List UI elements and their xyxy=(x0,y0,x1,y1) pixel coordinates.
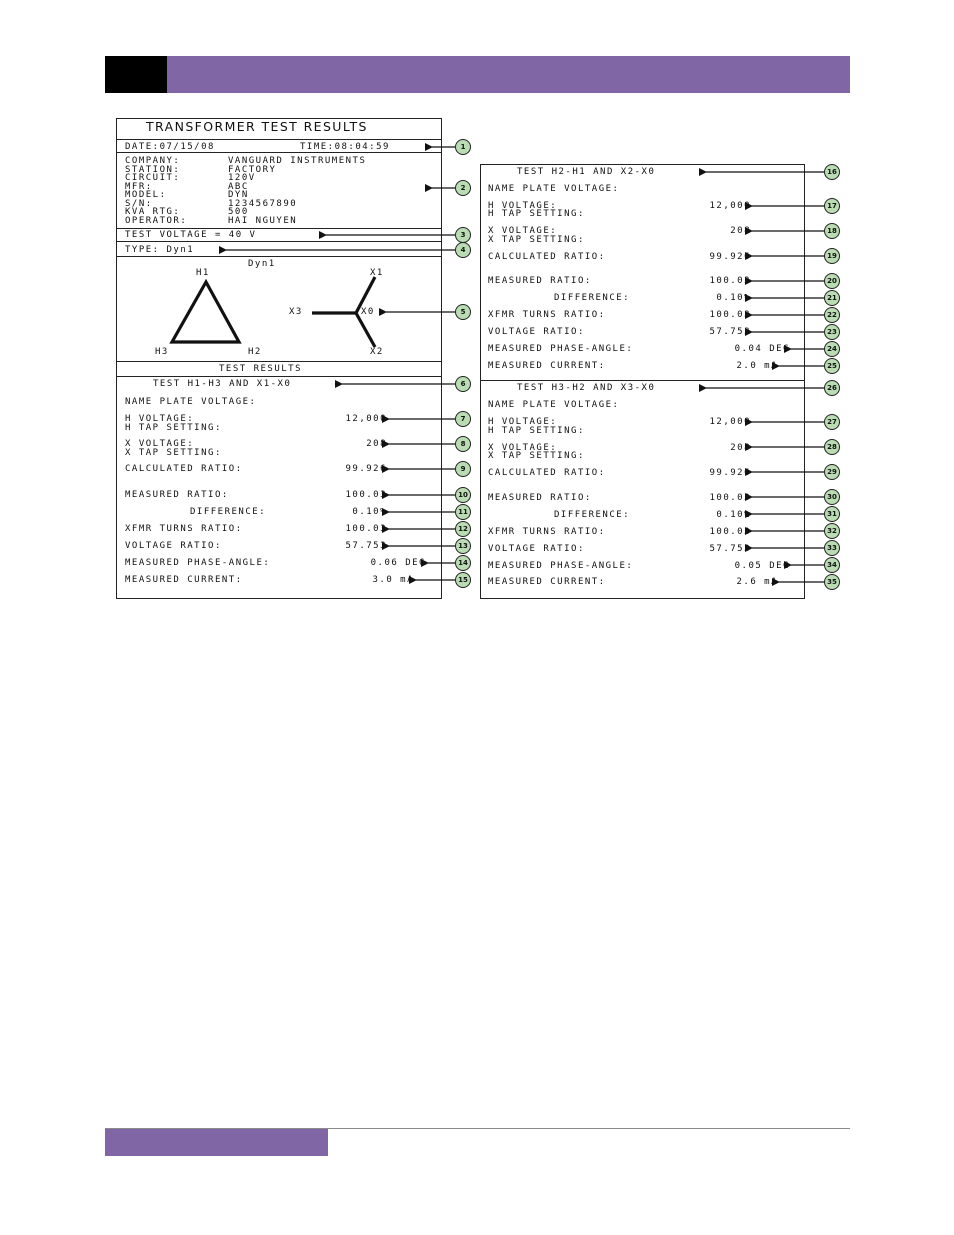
meas-ratio-value: 100.03 xyxy=(709,493,751,503)
info-label-kva: KVA RTG: xyxy=(125,207,181,217)
current-label: MEASURED CURRENT: xyxy=(488,361,606,371)
phase-angle-value: 0.06 DEG xyxy=(370,558,426,568)
info-value-mfr: ABC xyxy=(228,182,249,192)
current-value: 2.6 mA xyxy=(736,577,778,587)
callout-28: 28 xyxy=(824,439,840,455)
callout-19: 19 xyxy=(824,248,840,264)
report-title: TRANSFORMER TEST RESULTS xyxy=(146,119,368,134)
turns-ratio-value: 100.03 xyxy=(345,524,387,534)
difference-label: DIFFERENCE: xyxy=(554,293,631,303)
info-value-kva: 500 xyxy=(228,207,249,217)
calc-ratio-value: 99.926 xyxy=(345,464,387,474)
callout-15: 15 xyxy=(455,572,471,588)
callout-27: 27 xyxy=(824,414,840,430)
callout-32: 32 xyxy=(824,523,840,539)
info-value-station: FACTORY xyxy=(228,165,277,175)
callout-31: 31 xyxy=(824,506,840,522)
current-label: MEASURED CURRENT: xyxy=(488,577,606,587)
current-label: MEASURED CURRENT: xyxy=(125,575,243,585)
info-value-company: VANGUARD INSTRUMENTS xyxy=(228,156,367,166)
info-value-circuit: 120V xyxy=(228,173,256,183)
callout-13: 13 xyxy=(455,538,471,554)
h-tap-label: H TAP SETTING: xyxy=(125,423,222,433)
callout-6: 6 xyxy=(455,376,471,392)
callout-10: 10 xyxy=(455,487,471,503)
report-date: DATE:07/15/08 xyxy=(125,142,215,152)
meas-ratio-label: MEASURED RATIO: xyxy=(125,490,229,500)
callout-18: 18 xyxy=(824,223,840,239)
info-label-company: COMPANY: xyxy=(125,156,181,166)
callout-5: 5 xyxy=(455,304,471,320)
info-value-sn: 1234567890 xyxy=(228,199,298,209)
turns-ratio-value: 100.03 xyxy=(709,310,751,320)
info-value-operator: HAI NGUYEN xyxy=(228,216,298,226)
wye-label-x0: X0 xyxy=(361,307,375,317)
voltage-ratio-value: 57.753 xyxy=(345,541,387,551)
meas-ratio-value: 100.03 xyxy=(345,490,387,500)
h-voltage-label: H VOLTAGE: xyxy=(488,201,558,211)
test-title: TEST H1-H3 AND X1-X0 xyxy=(153,379,292,389)
callout-26: 26 xyxy=(824,380,840,396)
name-plate-label: NAME PLATE VOLTAGE: xyxy=(488,184,620,194)
callout-16: 16 xyxy=(824,164,840,180)
voltage-ratio-label: VOLTAGE RATIO: xyxy=(488,544,585,554)
wye-label-x2: X2 xyxy=(370,347,384,357)
calc-ratio-label: CALCULATED RATIO: xyxy=(125,464,243,474)
callout-20: 20 xyxy=(824,273,840,289)
callout-21: 21 xyxy=(824,290,840,306)
current-value: 3.0 mA xyxy=(372,575,414,585)
callout-8: 8 xyxy=(455,436,471,452)
callout-9: 9 xyxy=(455,461,471,477)
callout-25: 25 xyxy=(824,358,840,374)
delta-triangle xyxy=(172,282,239,342)
x-voltage-value: 208 xyxy=(730,226,751,236)
phase-angle-label: MEASURED PHASE-ANGLE: xyxy=(488,561,634,571)
info-label-operator: OPERATOR: xyxy=(125,216,188,226)
phase-angle-label: MEASURED PHASE-ANGLE: xyxy=(125,558,271,568)
callout-29: 29 xyxy=(824,464,840,480)
wye-symbol xyxy=(312,277,375,347)
x-tap-label: X TAP SETTING: xyxy=(488,235,585,245)
x-tap-label: X TAP SETTING: xyxy=(125,448,222,458)
h-voltage-label: H VOLTAGE: xyxy=(488,417,558,427)
h-voltage-value: 12,000 xyxy=(709,201,751,211)
turns-ratio-label: XFMR TURNS RATIO: xyxy=(125,524,243,534)
h-tap-label: H TAP SETTING: xyxy=(488,426,585,436)
voltage-ratio-label: VOLTAGE RATIO: xyxy=(125,541,222,551)
difference-label: DIFFERENCE: xyxy=(190,507,267,517)
callout-12: 12 xyxy=(455,521,471,537)
voltage-ratio-value: 57.753 xyxy=(709,327,751,337)
test-voltage: TEST VOLTAGE = 40 V xyxy=(125,230,257,240)
voltage-ratio-label: VOLTAGE RATIO: xyxy=(488,327,585,337)
calc-ratio-value: 99.926 xyxy=(709,252,751,262)
wye-label-x3: X3 xyxy=(289,307,303,317)
turns-ratio-label: XFMR TURNS RATIO: xyxy=(488,527,606,537)
difference-value: 0.10% xyxy=(716,293,751,303)
delta-label-h2: H2 xyxy=(248,347,262,357)
diagram-title: Dyn1 xyxy=(248,259,276,269)
h-voltage-value: 12,000 xyxy=(345,414,387,424)
test-title: TEST H2-H1 AND X2-X0 xyxy=(517,167,656,177)
x-tap-label: X TAP SETTING: xyxy=(488,451,585,461)
info-label-station: STATION: xyxy=(125,165,181,175)
callout-34: 34 xyxy=(824,557,840,573)
delta-label-h1: H1 xyxy=(196,268,210,278)
info-label-sn: S/N: xyxy=(125,199,153,209)
callout-22: 22 xyxy=(824,307,840,323)
callout-2: 2 xyxy=(455,180,471,196)
h-tap-label: H TAP SETTING: xyxy=(488,209,585,219)
callout-7: 7 xyxy=(455,411,471,427)
callout-17: 17 xyxy=(824,198,840,214)
name-plate-label: NAME PLATE VOLTAGE: xyxy=(125,397,257,407)
x-voltage-value: 208 xyxy=(730,443,751,453)
voltage-ratio-value: 57.753 xyxy=(709,544,751,554)
name-plate-label: NAME PLATE VOLTAGE: xyxy=(488,400,620,410)
x-voltage-label: X VOLTAGE: xyxy=(488,443,558,453)
callout-24: 24 xyxy=(824,341,840,357)
callout-14: 14 xyxy=(455,555,471,571)
difference-value: 0.10% xyxy=(716,510,751,520)
turns-ratio-value: 100.03 xyxy=(709,527,751,537)
transformer-type: TYPE: Dyn1 xyxy=(125,245,195,255)
phase-angle-label: MEASURED PHASE-ANGLE: xyxy=(488,344,634,354)
calc-ratio-value: 99.926 xyxy=(709,468,751,478)
results-header: TEST RESULTS xyxy=(219,364,303,374)
meas-ratio-label: MEASURED RATIO: xyxy=(488,276,592,286)
wye-label-x1: X1 xyxy=(370,268,384,278)
info-label-model: MODEL: xyxy=(125,190,167,200)
difference-value: 0.10% xyxy=(352,507,387,517)
x-voltage-label: X VOLTAGE: xyxy=(488,226,558,236)
callout-11: 11 xyxy=(455,504,471,520)
callout-4: 4 xyxy=(455,242,471,258)
phase-angle-value: 0.04 DEG xyxy=(734,344,790,354)
h-voltage-label: H VOLTAGE: xyxy=(125,414,195,424)
calc-ratio-label: CALCULATED RATIO: xyxy=(488,468,606,478)
phase-angle-value: 0.05 DEG xyxy=(734,561,790,571)
callout-23: 23 xyxy=(824,324,840,340)
info-label-circuit: CIRCUIT: xyxy=(125,173,181,183)
meas-ratio-value: 100.03 xyxy=(709,276,751,286)
callout-1: 1 xyxy=(455,139,471,155)
test-title: TEST H3-H2 AND X3-X0 xyxy=(517,383,656,393)
calc-ratio-label: CALCULATED RATIO: xyxy=(488,252,606,262)
current-value: 2.0 mA xyxy=(736,361,778,371)
x-voltage-value: 208 xyxy=(366,439,387,449)
callout-30: 30 xyxy=(824,489,840,505)
info-value-model: DYN xyxy=(228,190,249,200)
callout-3: 3 xyxy=(455,227,471,243)
callout-35: 35 xyxy=(824,574,840,590)
x-voltage-label: X VOLTAGE: xyxy=(125,439,195,449)
callout-33: 33 xyxy=(824,540,840,556)
report-time: TIME:08:04:59 xyxy=(300,142,390,152)
turns-ratio-label: XFMR TURNS RATIO: xyxy=(488,310,606,320)
difference-label: DIFFERENCE: xyxy=(554,510,631,520)
info-label-mfr: MFR: xyxy=(125,182,153,192)
delta-label-h3: H3 xyxy=(155,347,169,357)
meas-ratio-label: MEASURED RATIO: xyxy=(488,493,592,503)
h-voltage-value: 12,000 xyxy=(709,417,751,427)
